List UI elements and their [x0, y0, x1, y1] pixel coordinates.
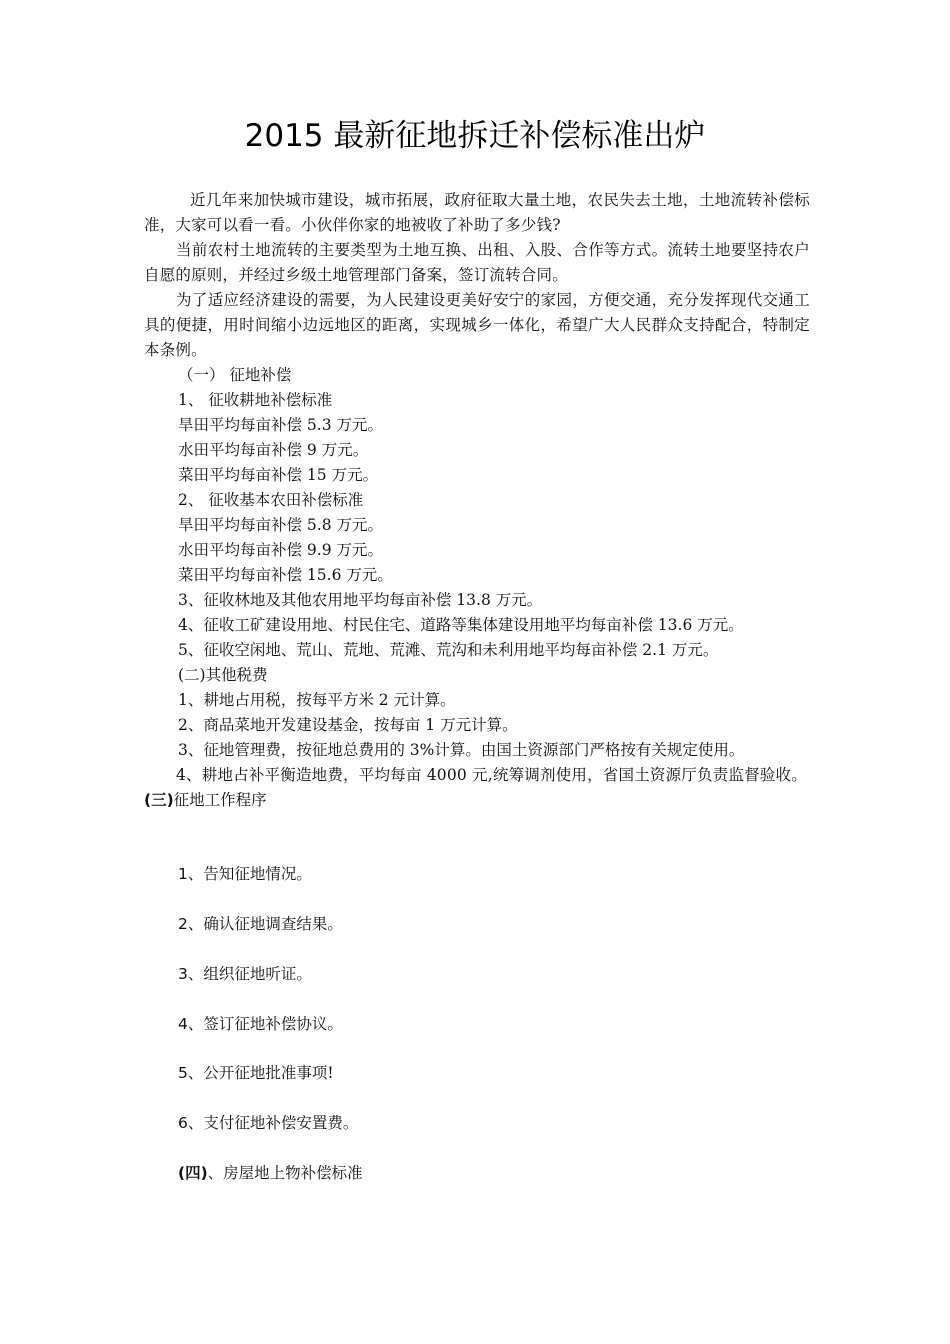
section3-heading-mark: (三): [144, 791, 174, 809]
procedure-step-text: 、公开征地批准事项!: [187, 1064, 334, 1082]
section1-sub2-item: 旱田平均每亩补偿 5.8 万元。: [178, 516, 384, 534]
section1-sub1-item: 菜田平均每亩补偿 15 万元。: [178, 466, 379, 484]
section1-other-item: 4、征收工矿建设用地、村民住宅、道路等集体建设用地平均每亩补偿 13.6 万元。: [178, 616, 744, 634]
section2-item: 1、耕地占用税，按每平方米 2 元计算。: [178, 691, 456, 709]
section1-other-item: 3、征收林地及其他农用地平均每亩补偿 13.8 万元。: [178, 591, 543, 609]
section1-sub1-item: 水田平均每亩补偿 9 万元。: [178, 441, 369, 459]
procedure-step-number: 4: [178, 1015, 188, 1033]
section2-item: 3、征地管理费，按征地总费用的 3%计算。由国土资源部门严格按有关规定使用。: [178, 741, 745, 759]
intro-paragraph-2: 当前农村土地流转的主要类型为土地互换、出租、入股、合作等方式。流转土地要坚持农户自愿的原则，并经过乡级土地管理部门备案，签订流转合同。: [144, 241, 810, 284]
section1-sub2-heading: 2、 征收基本农田补偿标准: [178, 491, 364, 509]
intro-paragraph-1: 近几年来加快城市建设，城市拓展，政府征取大量土地，农民失去土地，土地流转补偿标准，大家可以看一看。小伙伴你家的地被收了补助了多少钱?: [144, 191, 810, 234]
procedure-step-text: 、告知征地情况。: [187, 865, 312, 883]
section4-heading-mark: (四): [178, 1164, 208, 1182]
procedure-step-number: 3: [178, 965, 188, 983]
document-title: 2015 最新征地拆迁补偿标准出炉: [244, 118, 706, 154]
section1-sub1-item: 旱田平均每亩补偿 5.3 万元。: [178, 416, 384, 434]
section4-heading: [178, 1161, 363, 1186]
procedure-step: [178, 912, 343, 937]
procedure-step-number: 2: [178, 915, 188, 933]
procedure-step: [178, 962, 312, 987]
procedure-step-number: 5: [178, 1064, 188, 1082]
section4-heading-text: 、房屋地上物补偿标准: [207, 1164, 363, 1182]
intro-paragraph-3: 为了适应经济建设的需要，为人民建设更美好安宁的家园，方便交通，充分发挥现代交通工具的便捷，用时间缩小边远地区的距离，实现城乡一体化，希望广大人民群众支持配合，特制定本条例。: [144, 291, 810, 359]
section3-heading-text: 征地工作程序: [173, 791, 267, 809]
section2-item: 2、商品菜地开发建设基金，按每亩 1 万元计算。: [178, 716, 518, 734]
section2-last-item: 4、耕地占补平衡造地费，平均每亩 4000 元,统筹调剂使用，省国土资源厅负责监督验收。: [176, 766, 807, 784]
document-body: [144, 188, 810, 813]
procedure-step-number: 6: [178, 1114, 188, 1132]
section1-sub1-heading: 1、 征收耕地补偿标准: [178, 391, 333, 409]
section1-other-item: 5、征收空闲地、荒山、荒地、荒滩、荒沟和未利用地平均每亩补偿 2.1 万元。: [178, 641, 719, 659]
procedure-step: [178, 1061, 334, 1086]
section1-heading: （一） 征地补偿: [178, 366, 292, 384]
section2-heading: (二)其他税费: [178, 666, 268, 684]
procedure-step-text: 、支付征地补偿安置费。: [187, 1114, 359, 1132]
procedure-step: [178, 1012, 343, 1037]
procedure-step-text: 、确认征地调查结果。: [187, 915, 343, 933]
section1-sub2-item: 水田平均每亩补偿 9.9 万元。: [178, 541, 384, 559]
procedure-step-text: 、组织征地听证。: [187, 965, 312, 983]
procedure-step-text: 、签订征地补偿协议。: [187, 1015, 343, 1033]
procedure-step: [178, 862, 312, 887]
procedure-step: [178, 1111, 358, 1136]
procedure-step-number: 1: [178, 865, 188, 883]
section1-sub2-item: 菜田平均每亩补偿 15.6 万元。: [178, 566, 393, 584]
section3-heading: [144, 788, 810, 813]
